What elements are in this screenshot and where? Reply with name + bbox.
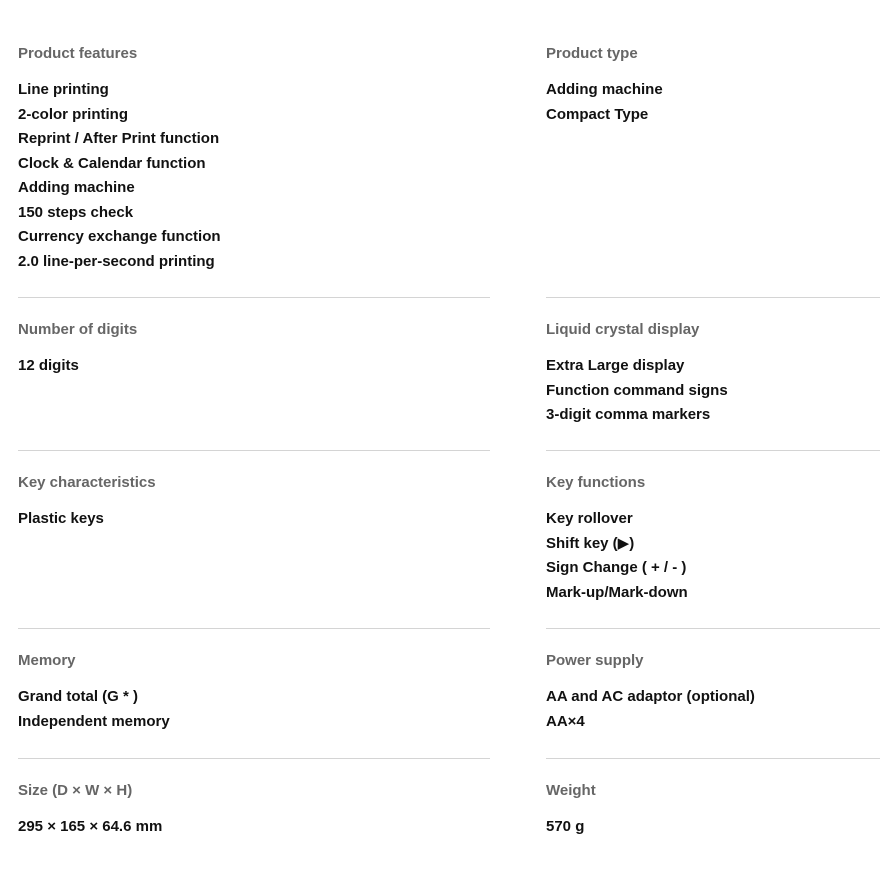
spec-title: Size (D × W × H) [18, 782, 133, 799]
spec-product-features [18, 44, 490, 274]
spec-value: Clock & Calendar function [18, 154, 206, 172]
spec-value: 2.0 line-per-second printing [18, 252, 215, 270]
spec-value: Currency exchange function [18, 228, 221, 245]
spec-value: Function command signs [546, 381, 728, 399]
divider [546, 628, 880, 629]
spec-value: 295 × 165 × 64.6 mm [18, 818, 163, 835]
spec-memory [18, 651, 490, 734]
spec-weight [546, 781, 880, 840]
spec-value-list [546, 507, 880, 605]
spec-value: 570 g [546, 818, 585, 835]
spec-value: 150 steps check [18, 203, 134, 221]
spec-title: Product type [546, 45, 638, 62]
spec-value: 12 digits [18, 357, 79, 374]
spec-title: Key characteristics [18, 474, 156, 491]
divider [546, 758, 880, 759]
spec-value-list [18, 815, 490, 840]
spec-title: Weight [546, 782, 596, 799]
spec-value: Mark-up/Mark-down [546, 583, 688, 601]
spec-number-of-digits [18, 320, 490, 379]
spec-product-type [546, 44, 880, 127]
spec-title: Number of digits [18, 321, 138, 338]
spec-value-list [18, 507, 490, 532]
spec-key-characteristics [18, 473, 490, 532]
divider [546, 450, 880, 451]
spec-value: Key rollover [546, 510, 633, 527]
spec-value: Reprint / After Print function [18, 130, 220, 147]
spec-liquid-crystal-display [546, 320, 880, 428]
spec-value-list [546, 354, 880, 428]
spec-size [18, 781, 490, 840]
spec-value: 2-color printing [18, 105, 128, 123]
divider [546, 297, 880, 298]
spec-title: Memory [18, 652, 76, 669]
spec-value-list [546, 685, 880, 734]
spec-value-list [546, 815, 880, 840]
divider [18, 297, 490, 298]
spec-title: Product features [18, 45, 138, 62]
spec-value: Independent memory [18, 712, 170, 730]
divider [18, 628, 490, 629]
spec-value: AA×4 [546, 712, 585, 730]
spec-title: Key functions [546, 474, 646, 491]
spec-value: Sign Change ( + / - ) [546, 559, 687, 576]
spec-value: Plastic keys [18, 510, 104, 527]
spec-value: Extra Large display [546, 357, 685, 374]
spec-value-list [18, 685, 490, 734]
divider [18, 758, 490, 759]
spec-key-functions [546, 473, 880, 605]
spec-value: Adding machine [546, 81, 663, 98]
spec-value: Grand total (G * ) [18, 688, 138, 705]
spec-value-list [18, 354, 490, 379]
spec-value: Adding machine [18, 179, 135, 196]
spec-value: Line printing [18, 81, 109, 98]
spec-value: Compact Type [546, 105, 649, 123]
spec-value: AA and AC adaptor (optional) [546, 688, 755, 705]
spec-value-list [546, 78, 880, 127]
spec-value: 3-digit comma markers [546, 406, 711, 423]
spec-title: Liquid crystal display [546, 321, 700, 338]
spec-value: Shift key (▶) [546, 534, 635, 552]
spec-value-list [18, 78, 490, 274]
spec-title: Power supply [546, 652, 644, 669]
divider [18, 450, 490, 451]
spec-power-supply [546, 651, 880, 734]
